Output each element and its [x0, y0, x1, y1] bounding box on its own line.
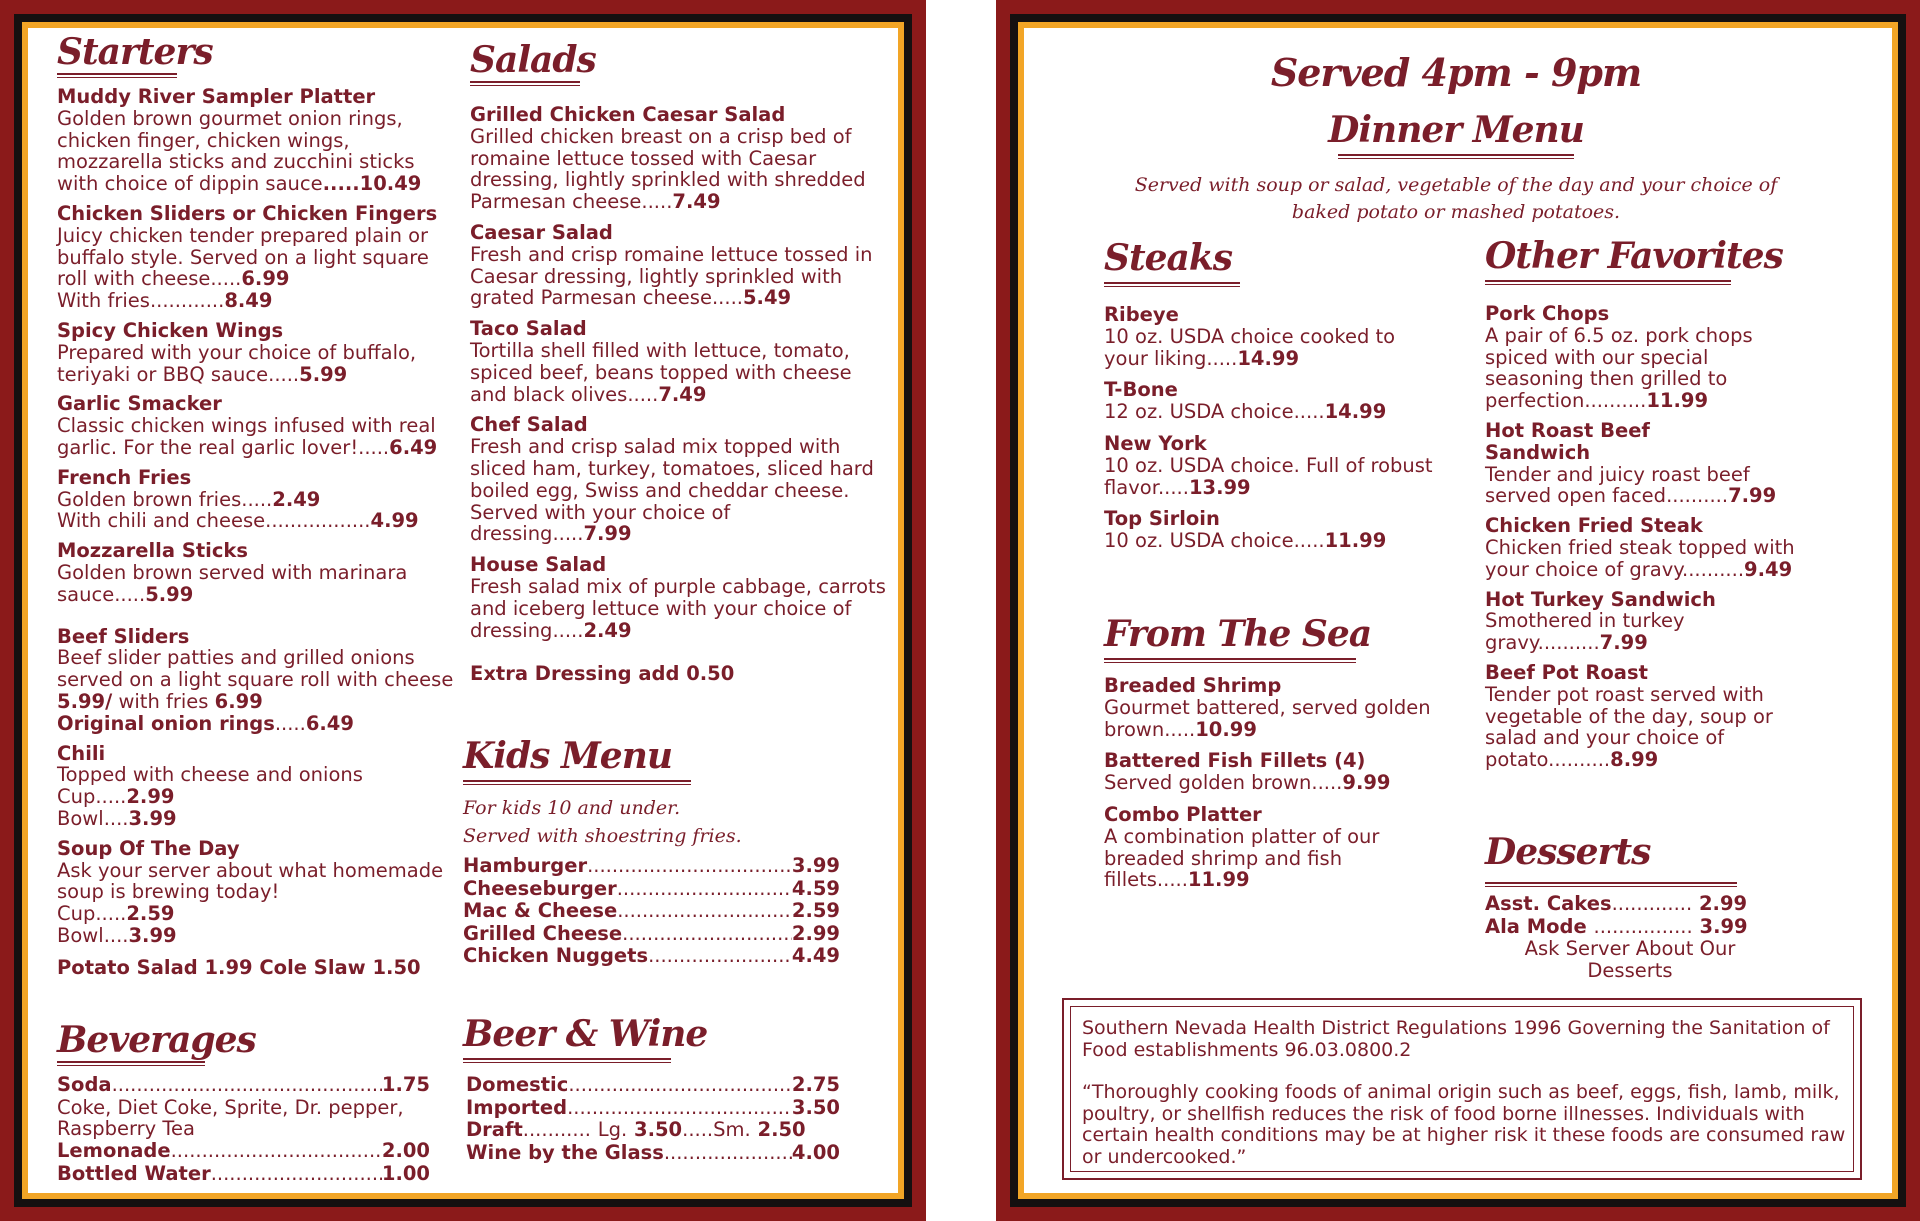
item-dots: .....: [1311, 771, 1343, 795]
dinner-subtitle: Served with soup or salad, vegetable of the day and your choice of baked potato or mashed potatoes.: [1134, 174, 1778, 223]
item-dots: .....: [1206, 346, 1238, 370]
item-price: 9.49: [1744, 557, 1793, 581]
item-name: Cheeseburger: [463, 876, 617, 900]
item-desc: Fresh and crisp salad mix topped with sliced ham, turkey, tomatoes, sliced hard boiled egg, Swiss and cheddar cheese. Served with your choice of dressing: [470, 435, 874, 546]
extra-dressing: Extra Dressing add 0.50: [470, 662, 735, 686]
item-name: Soda: [57, 1073, 112, 1096]
item-desc: Golden brown fries: [57, 487, 242, 511]
heading-underline: [57, 1061, 205, 1066]
item-dots: ..........: [1584, 389, 1647, 413]
size-label: Sm.: [713, 1118, 751, 1141]
kids-list: [463, 855, 840, 968]
item-name: Mozzarella Sticks: [57, 539, 249, 563]
health-notice-box: [1062, 998, 1862, 1180]
kids-row: [463, 900, 840, 923]
item-price: 4.00: [791, 1140, 840, 1164]
item-price: 11.99: [1646, 389, 1709, 413]
item-name: New York: [1104, 431, 1207, 455]
menu-item: [57, 713, 457, 735]
menu-item: [57, 626, 457, 713]
item-name: Chef Salad: [470, 413, 588, 437]
desserts-note: Ask Server About Our Desserts: [1524, 937, 1736, 982]
menu-item: [1485, 420, 1805, 507]
beverage-row: [57, 1140, 430, 1163]
regulation-line: Southern Nevada Health District Regulations 1996 Governing the Sanitation of Food establishments 96.03.0800.2: [1082, 1017, 1830, 1061]
menu-item: [1104, 675, 1444, 740]
item-price: 2.00: [381, 1139, 430, 1163]
menu-item: [1485, 589, 1805, 654]
kids-row: [463, 878, 840, 901]
item-price: 11.99: [1324, 529, 1387, 553]
steaks-section: [1104, 237, 1240, 287]
item-name: Garlic Smacker: [57, 392, 222, 416]
item-name: Chicken Nuggets: [463, 944, 649, 967]
item-name: Draft: [466, 1118, 523, 1141]
item-dots: ..........: [1548, 748, 1611, 772]
steaks-list: [1104, 304, 1444, 552]
item-name: Combo Platter: [1104, 802, 1262, 826]
item-price: 14.99: [1324, 400, 1387, 424]
item-name: Hot Roast Beef Sandwich: [1485, 418, 1650, 464]
kids-note-line: Served with shoestring fries.: [463, 825, 742, 847]
item-name: Grilled Chicken Caesar Salad: [470, 103, 786, 126]
item-dots: .....: [1156, 868, 1188, 892]
heading-underline: [1104, 658, 1356, 663]
item-name: Beef Pot Roast: [1485, 660, 1648, 684]
menu-item: [1485, 515, 1805, 580]
heading-underline: [1104, 282, 1240, 287]
item-name: Ala Mode: [1485, 914, 1587, 938]
drink-row: [466, 1074, 840, 1097]
item-price: 6.49: [305, 711, 354, 735]
item-desc: 10 oz. USDA choice. Full of robust flavor: [1104, 453, 1433, 499]
heading-underline: [57, 73, 177, 78]
item-dots: .....: [627, 382, 659, 406]
item-dots: .....: [274, 711, 306, 735]
menu-item: [470, 222, 890, 309]
item-desc: Grilled chicken breast on a crisp bed of romaine lettuce tossed with Caesar dressing, lightly sprinkled with shredded Parmesan cheese: [470, 124, 866, 214]
item-dots: ..........: [1666, 484, 1729, 508]
item-dots: ..........: [1537, 631, 1600, 655]
item-price: 11.99: [1187, 868, 1250, 892]
item-name: Asst. Cakes: [1485, 892, 1612, 915]
section-heading: Other Favorites: [1485, 235, 1783, 277]
item-desc: Ask your server about what homemade soup is brewing today!: [57, 858, 444, 904]
item-dots: .....: [241, 487, 273, 511]
item-price: 3.99: [1699, 914, 1748, 938]
item-name: House Salad: [470, 553, 607, 577]
item-price: 5.99: [145, 582, 194, 606]
item-price: 8.99: [1610, 748, 1659, 772]
item-desc: A combination platter of our breaded shrimp and fish fillets: [1104, 824, 1380, 892]
item-price: 7.99: [1728, 484, 1777, 508]
item-desc: Golden brown served with marinara sauce: [57, 560, 408, 606]
item-desc: Prepared with your choice of buffalo, teriyaki or BBQ sauce: [57, 340, 417, 386]
item-name: Chili: [57, 741, 106, 765]
item-name: Lemonade: [57, 1139, 171, 1163]
item-dots: .....: [95, 902, 127, 926]
item-price: 4.49: [791, 944, 840, 967]
favorites-section: [1485, 235, 1783, 285]
dessert-row: [1485, 893, 1780, 916]
item-price: 9.99: [1342, 771, 1391, 795]
item-price: 13.99: [1188, 475, 1251, 499]
section-heading: From The Sea: [1104, 613, 1372, 655]
menu-item: [1485, 303, 1805, 412]
menu-item: [57, 203, 457, 312]
starters-section: [57, 31, 213, 78]
item-price: 2.59: [791, 899, 840, 922]
item-desc: Chicken fried steak topped with your choice of gravy: [1485, 535, 1795, 581]
menu-item: [1104, 379, 1444, 423]
menu-item: [57, 743, 457, 830]
item-dots: .....: [268, 362, 300, 386]
item-desc: Fresh salad mix of purple cabbage, carrots and iceberg lettuce with your choice of dressing: [470, 574, 886, 642]
item-price: 5.99: [299, 362, 348, 386]
item-dots: .....: [95, 785, 127, 809]
item-name: Pork Chops: [1485, 302, 1610, 325]
item-name: Original onion rings: [57, 711, 275, 735]
heading-underline: [1485, 882, 1737, 887]
dinner-header: [1036, 50, 1876, 95]
item-dots: .....: [1293, 529, 1325, 553]
bowl-label: Bowl: [57, 923, 104, 947]
menu-item: [1104, 508, 1444, 552]
item-dots: .....: [552, 522, 584, 546]
desserts-section: [1485, 831, 1737, 887]
heading-underline: [470, 81, 580, 86]
item-dots: .....: [1293, 400, 1325, 424]
item-price: 2.49: [583, 618, 632, 642]
menu-item: [57, 540, 457, 605]
item-dots: .....: [358, 435, 390, 459]
menu-item: [470, 104, 890, 213]
sea-list: [1104, 675, 1444, 891]
lg-price: 3.50: [634, 1118, 683, 1141]
item-name: Grilled Cheese: [463, 921, 623, 945]
item-name: Soup Of The Day: [57, 836, 240, 860]
item-desc: Tender and juicy roast beef served open faced: [1485, 462, 1750, 508]
item-dots: .............: [1611, 892, 1693, 915]
item-name: Muddy River Sampler Platter: [57, 85, 376, 108]
item-price: 4.59: [791, 876, 840, 900]
cup-price: 2.59: [126, 902, 175, 926]
menu-item: [1485, 662, 1805, 771]
heading-underline: [463, 1058, 671, 1063]
heading-underline: [1485, 280, 1731, 285]
item-name: Ribeye: [1104, 303, 1179, 326]
served-hours: Served 4pm - 9pm: [1270, 50, 1642, 95]
item-extra-price: 4.99: [370, 509, 419, 533]
beverage-row: [57, 1163, 430, 1186]
item-desc: Classic chicken wings infused with real garlic. For the real garlic lover!: [57, 414, 436, 459]
item-desc: Tender pot roast served with vegetable of the day, soup or salad and your choice of potato: [1485, 682, 1773, 772]
item-name: Imported: [466, 1095, 568, 1119]
item-price: 6.49: [389, 435, 438, 459]
kids-row: [463, 945, 840, 968]
item-price: 10.99: [1195, 717, 1257, 741]
item-extra-label: With fries: [57, 289, 150, 313]
item-desc: Coke, Diet Coke, Sprite, Dr. pepper, Raspberry Tea: [57, 1095, 404, 1141]
heading-underline: [463, 780, 691, 785]
item-desc: Juicy chicken tender prepared plain or buffalo style. Served on a light square roll with cheese: [57, 223, 429, 291]
menu-item: [57, 393, 457, 458]
item-name: Wine by the Glass: [466, 1140, 664, 1164]
beverages-list: [57, 1074, 430, 1185]
item-extra-label: with fries: [118, 689, 209, 713]
item-price: 6.99: [241, 267, 290, 291]
item-price: 1.00: [381, 1161, 430, 1185]
cup-label: Cup: [57, 902, 96, 926]
beer-wine-section: [463, 1013, 708, 1063]
item-dots: ....: [103, 923, 129, 947]
item-desc: Gourmet battered, served golden brown: [1104, 695, 1431, 741]
dessert-row: [1485, 916, 1780, 939]
menu-item: [470, 318, 890, 405]
item-dots: .....: [641, 190, 673, 214]
menu-item: [57, 467, 457, 532]
heading-underline: [1338, 154, 1574, 159]
item-name: Hamburger: [463, 854, 588, 877]
item-name: Breaded Shrimp: [1104, 674, 1282, 697]
cup-price: 2.99: [126, 785, 175, 809]
item-desc: 10 oz. USDA choice cooked to your liking: [1104, 324, 1396, 370]
desserts-list: [1485, 893, 1780, 982]
item-dots: ................: [1593, 914, 1693, 938]
menu-item: [470, 554, 890, 641]
drink-row: [466, 1142, 840, 1165]
item-desc: Served golden brown: [1104, 771, 1312, 795]
cup-label: Cup: [57, 785, 96, 809]
item-price: 3.99: [791, 854, 840, 877]
sea-section: [1104, 613, 1372, 663]
bowl-price: 3.99: [128, 923, 177, 947]
beverage-row: [57, 1074, 430, 1097]
item-name: Chicken Fried Steak: [1485, 514, 1703, 538]
item-price: 2.75: [791, 1073, 840, 1096]
item-name: French Fries: [57, 465, 192, 489]
item-dots: .....: [322, 172, 360, 196]
beer-wine-list: [466, 1074, 840, 1164]
item-desc: Topped with cheese and onions: [57, 763, 363, 787]
item-dots: .....: [711, 286, 743, 310]
item-desc: 12 oz. USDA choice: [1104, 400, 1294, 424]
bowl-price: 3.99: [128, 806, 177, 830]
item-dots: .....: [552, 618, 584, 642]
item-dots: .....: [1157, 475, 1189, 499]
item-name: Taco Salad: [470, 317, 587, 341]
bowl-label: Bowl: [57, 806, 104, 830]
item-name: Top Sirloin: [1104, 507, 1220, 531]
salads-list: [470, 104, 890, 685]
item-desc: A pair of 6.5 oz. pork chops spiced with our special seasoning then grilled to perfection: [1485, 323, 1753, 413]
item-price: 5.49: [742, 286, 792, 310]
item-dots: .................: [265, 509, 371, 533]
menu-item: [470, 414, 890, 545]
item-dots: .....: [210, 267, 242, 291]
item-name: Battered Fish Fillets (4): [1104, 749, 1366, 773]
item-name: Caesar Salad: [470, 220, 613, 244]
favorites-list: [1485, 303, 1805, 771]
item-desc: Golden brown gourmet onion rings, chicken finger, chicken wings, mozzarella sticks and zucchini sticks with choice of dippin sauce: [57, 106, 415, 196]
item-extra-label: With chili and cheese: [57, 509, 266, 533]
item-price: 10.49: [359, 172, 422, 196]
page-title: Dinner Menu: [1328, 109, 1584, 151]
section-heading: Steaks: [1104, 237, 1233, 279]
menu-item: [1104, 804, 1444, 891]
item-price: 2.99: [1698, 892, 1748, 915]
item-price: 7.49: [672, 190, 721, 214]
kids-row: [463, 855, 840, 878]
item-dots: .....: [1164, 717, 1196, 741]
dinner-title-wrap: [1036, 109, 1876, 159]
section-heading: Desserts: [1485, 831, 1651, 873]
item-desc: Smothered in turkey gravy: [1485, 609, 1685, 655]
beverages-section: [57, 1019, 256, 1066]
salads-section: [470, 39, 596, 86]
item-price: 2.99: [791, 921, 840, 945]
item-desc: Fresh and crisp romaine lettuce tossed in Caesar dressing, lightly sprinkled with grated Parmesan cheese: [470, 242, 873, 310]
item-name: Spicy Chicken Wings: [57, 318, 284, 342]
item-price: 7.49: [658, 382, 707, 406]
kids-row: [463, 923, 840, 946]
item-name: Bottled Water: [57, 1161, 211, 1185]
starters-list: [57, 86, 457, 978]
kids-note: [463, 794, 742, 850]
item-name: Hot Turkey Sandwich: [1485, 587, 1716, 611]
item-name: T-Bone: [1104, 378, 1178, 402]
item-price: 7.99: [583, 522, 632, 546]
kids-note-line: For kids 10 and under.: [463, 797, 681, 819]
item-dots: .....: [682, 1118, 714, 1141]
item-price: 2.49: [272, 487, 321, 511]
section-heading: Starters: [57, 31, 213, 73]
section-heading: Beverages: [57, 1019, 256, 1061]
section-heading: Salads: [470, 39, 596, 81]
sm-price: 2.50: [757, 1118, 806, 1141]
item-dots: ..........: [1682, 557, 1745, 581]
section-heading: Kids Menu: [463, 735, 673, 777]
item-dots: .....: [114, 582, 146, 606]
item-price: 7.99: [1599, 631, 1648, 655]
item-extra-price: 6.99: [214, 689, 263, 713]
item-dots: ...........: [522, 1118, 591, 1141]
item-price: 14.99: [1237, 346, 1300, 370]
menu-item: [1104, 433, 1444, 498]
consumer-advisory: “Thoroughly cooking foods of animal origin such as beef, eggs, fish, lamb, milk, poultry, or shellfish reduces the risk of food borne illnesses. Individuals with certain health conditions may be at higher risk it these foods are consumed raw or undercooked.”: [1082, 1081, 1846, 1168]
menu-item: [57, 320, 457, 385]
item-desc: 10 oz. USDA choice: [1104, 529, 1294, 553]
section-heading: Beer & Wine: [463, 1013, 708, 1055]
drink-row: [466, 1119, 840, 1142]
item-name: Mac & Cheese: [463, 899, 618, 922]
item-price: 1.75: [381, 1073, 430, 1096]
item-desc: Tortilla shell filled with lettuce, tomato, spiced beef, beans topped with cheese and black olives: [470, 338, 852, 406]
size-label: Lg.: [597, 1118, 628, 1141]
item-dots: ............: [149, 289, 225, 313]
sides-line: Potato Salad 1.99 Cole Slaw 1.50: [57, 955, 421, 979]
kids-section: [463, 735, 691, 785]
item-price: 3.50: [791, 1095, 840, 1119]
menu-item: [1104, 750, 1444, 794]
health-notice-text: [1082, 1018, 1848, 1168]
menu-item: [1104, 304, 1444, 369]
drink-row: [466, 1097, 840, 1120]
item-extra-price: 8.49: [224, 289, 273, 313]
item-dots: ....: [103, 806, 129, 830]
menu-item: [57, 838, 457, 947]
item-price: 5.99/: [57, 689, 113, 713]
item-name: Domestic: [466, 1073, 569, 1096]
item-name: Chicken Sliders or Chicken Fingers: [57, 201, 438, 225]
menu-item: [57, 86, 457, 195]
item-desc: Beef slider patties and grilled onions served on a light square roll with cheese: [57, 646, 454, 692]
item-name: Beef Sliders: [57, 624, 190, 648]
